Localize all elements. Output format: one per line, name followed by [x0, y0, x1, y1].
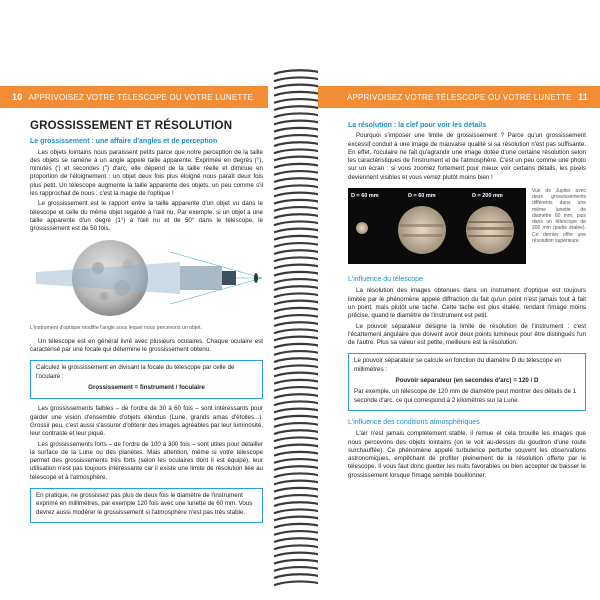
photo-caption: Vue de Jupiter avec deux grossissements différents dans une même lunette de diamètre 60 mm, puis dans un télescope de 200 mm (partie étalée). Ce dernier offre une résolution supérieure.	[532, 188, 586, 244]
tip-text: En pratique, ne grossissez pas plus de deux fois le diamètre de l'instrument exprimé en millimètres, par exemple 120 fois avec une lunette de 60 mm. Vous devrez aussi modérer le grossissement si l'atmosphère n'est pas très stable.	[36, 492, 253, 516]
right-page-header	[318, 86, 600, 108]
left-page-header	[0, 86, 276, 108]
jupiter-small	[356, 222, 368, 234]
jupiter-comparison	[348, 188, 586, 268]
paragraph-apparent-size: Les objets lointains nous paraissent petits parce que notre perception de la taille des objets se ramène à un angle appelé taille apparente. Exprimée en degrés (°), minutes (') et secondes (") d'arc, elle dépend de la taille réelle et diminue en proportion de l'éloignement : un objet deux fois plus éloigné nous paraît deux fois plus petit. Un télescope augmente la taille apparente des objets, un peu comme s'il les rapprochait de nous : c'est la magie de l'optique !	[30, 148, 263, 198]
angle-diagram	[30, 238, 263, 322]
photo-label-1: D = 60 mm	[351, 193, 379, 200]
photo-label-2: D = 60 mm	[408, 193, 436, 200]
paragraph-resolving-power: Le pouvoir séparateur désigne la limite de résolution de l'instrument : c'est l'écartement angulaire que doivent avoir deux points lumineux pour être distingués l'un de l'autre. Plus sa valeur est petite, meilleure est la résolution.	[348, 322, 586, 347]
eye-icon	[254, 273, 258, 283]
section-heading-magnification: Le grossissement : une affaire d'angles et de perception	[30, 138, 218, 146]
illustration-caption: L'instrument d'optique modifie l'angle sous lequel nous percevons un objet.	[30, 324, 202, 331]
paragraph-magnification-definition: Le grossissement est le rapport entre la taille apparente d'un objet vu dans le télescope et celle du même objet regardé à l'œil nu. Par exemple, si un objet a une taille apparente d'un degré (1°) à l'œil nu et de 50° dans le télescope, le grossissement est de 50 fois.	[30, 200, 263, 233]
section-heading-atmosphere: L'influence des conditions atmosphériques	[348, 418, 480, 426]
left-page-number: 10	[12, 92, 23, 102]
paragraph-eyepieces: Un télescope est en général livré avec plusieurs oculaires. Chaque oculaire est caractérisé par une focale qui détermine le grossissement obtenu.	[30, 337, 263, 354]
tip-box-practical	[30, 488, 263, 523]
formula-intro: Calculez le grossissement en divisant la focale du télescope par celle de l'oculaire :	[36, 364, 235, 380]
moon-telescope-illustration	[30, 238, 263, 322]
formula-intro: Le pouvoir séparateur se calcule en fonction du diamètre D du télescope en millimètres :	[354, 357, 562, 373]
formula-box-resolving-power	[348, 353, 586, 410]
section-heading-resolution: La résolution : la clef pour voir les détails	[348, 122, 487, 129]
paragraph-resolution-why: Pourquoi s'imposer une limite de grossissement ? Parce qu'un grossissement excessif conduit à une image de mauvaise qualité si sa résolution n'est pas suffisante. En effet, l'oculaire ne fait qu'agrandir une image dotée d'une certaine résolution selon les caractéristiques de l'instrument et de l'atmosphère. C'est un peu comme une photo sur un écran : si vous zoomez fortement pour mieux voir certains détails, les pixels deviennent visibles et vous verrez plutôt moins bien !	[348, 132, 586, 181]
right-page	[318, 0, 600, 600]
right-page-number: 11	[578, 92, 588, 102]
section-heading-telescope: L'influence du télescope	[348, 276, 423, 284]
paragraph-turbulence: L'air n'est jamais complètement stable, il remue et cela brouille les images que nous percevons des objets lointains (on le voit au-dessus du goudron d'une route surchauffée). Ce phénomène appelé turbulence perturbe souvent les observations astronomiques, empêchant de profiter pleinement de la résolution offerte par le télescope. Il vous faut donc guetter les nuits favorables ou bien accepter de baisser le grossissement lorsque l'image semble bouillonner.	[348, 430, 586, 479]
right-page-running-title: APPRIVOISEZ VOTRE TÉLESCOPE OU VOTRE LUNETTE	[346, 93, 572, 102]
formula-box-magnification	[30, 360, 263, 399]
left-page	[0, 0, 285, 600]
right-column	[348, 118, 586, 482]
paragraph-diffraction: La résolution des images obtenues dans un instrument d'optique est toujours limitée par le phénomène appelé diffraction du fait qu'un point n'est jamais tout à fait un point, mais plutôt une tache. Cette tache est plus étalée, rendant l'image moins précise, quand le diamètre de l'instrument est petit.	[348, 287, 586, 320]
paragraph-low-magnification: Les grossissements faibles – de l'ordre de 30 à 60 fois – sont intéressants pour garder une vision d'ensemble d'objets étendus (Lune, grands amas d'étoiles...). Grossir peu, c'est aussi s'assurer d'obtenir des images agréables par leur luminosité, leur contraste et leur piqué.	[30, 405, 263, 438]
photo-label-3: D = 200 mm	[472, 193, 503, 200]
formula-resolving-power: Pouvoir séparateur (en secondes d'arc) = 120 / D	[395, 377, 539, 385]
jupiter-photos	[348, 188, 526, 264]
formula-example: Par exemple, un télescope de 120 mm de diamètre peut montrer des détails de 1 seconde d'arc, ce qui correspond à 2 kilomètres sur la Lune.	[354, 388, 577, 404]
left-column	[30, 118, 263, 529]
chapter-title: GROSSISSEMENT ET RÉSOLUTION	[30, 120, 233, 132]
left-page-running-title: APPRIVOISEZ VOTRE TÉLESCOPE OU VOTRE LUNETTE	[28, 93, 254, 102]
paragraph-high-magnification: Les grossissements forts – de l'ordre de 100 à 300 fois – sont utiles pour détailler la surface de la Lune ou des planètes. Mais attention, même si votre télescope permet des grossissements très forts (selon les oculaires dont il est équipé), leur utilisation n'est pas toujours intéressante car il existe une limite de résolution liée au télescope et à l'atmosphère.	[30, 440, 263, 481]
formula-magnification: Grossissement = finstrument / foculaire	[88, 384, 205, 392]
jupiter-medium	[398, 206, 446, 254]
